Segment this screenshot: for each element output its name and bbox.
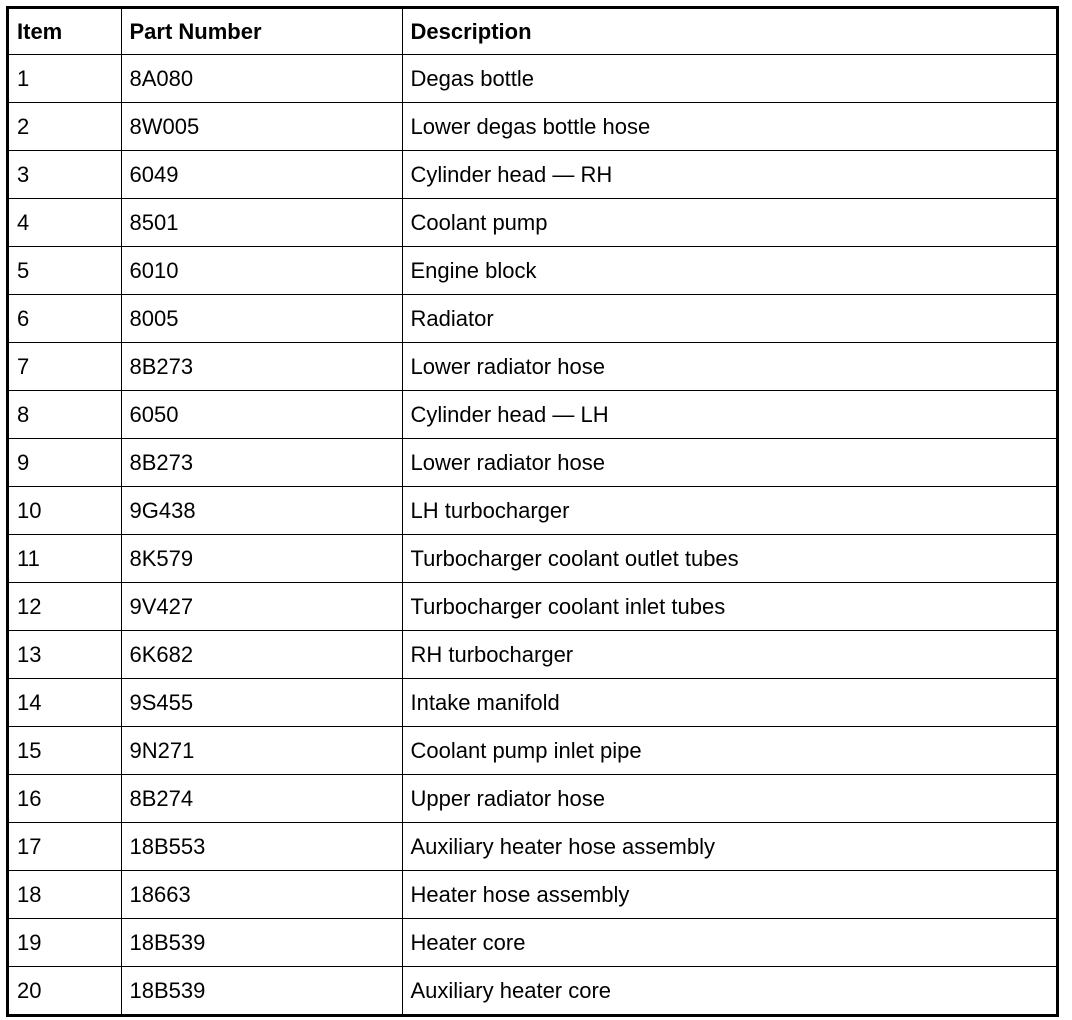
cell-description: Upper radiator hose bbox=[402, 775, 1056, 823]
cell-item: 18 bbox=[9, 871, 121, 919]
table-row bbox=[9, 55, 1056, 103]
table-row bbox=[9, 535, 1056, 583]
table-row bbox=[9, 151, 1056, 199]
cell-item: 15 bbox=[9, 727, 121, 775]
table-row bbox=[9, 967, 1056, 1015]
cell-item: 11 bbox=[9, 535, 121, 583]
cell-description: Coolant pump bbox=[402, 199, 1056, 247]
header-description: Description bbox=[402, 9, 1056, 55]
table-row bbox=[9, 391, 1056, 439]
cell-part-number: 8005 bbox=[121, 295, 402, 343]
table-row bbox=[9, 919, 1056, 967]
table-row bbox=[9, 487, 1056, 535]
cell-item: 2 bbox=[9, 103, 121, 151]
table-row bbox=[9, 247, 1056, 295]
cell-description: Auxiliary heater core bbox=[402, 967, 1056, 1015]
cell-item: 8 bbox=[9, 391, 121, 439]
cell-description: Cylinder head — RH bbox=[402, 151, 1056, 199]
cell-part-number: 8W005 bbox=[121, 103, 402, 151]
cell-description: Cylinder head — LH bbox=[402, 391, 1056, 439]
cell-item: 7 bbox=[9, 343, 121, 391]
cell-part-number: 18B539 bbox=[121, 967, 402, 1015]
table-row bbox=[9, 583, 1056, 631]
cell-part-number: 6010 bbox=[121, 247, 402, 295]
cell-part-number: 6049 bbox=[121, 151, 402, 199]
cell-description: RH turbocharger bbox=[402, 631, 1056, 679]
cell-item: 17 bbox=[9, 823, 121, 871]
table-row bbox=[9, 295, 1056, 343]
cell-part-number: 18B539 bbox=[121, 919, 402, 967]
cell-item: 6 bbox=[9, 295, 121, 343]
table-row bbox=[9, 679, 1056, 727]
cell-description: Engine block bbox=[402, 247, 1056, 295]
cell-description: Intake manifold bbox=[402, 679, 1056, 727]
cell-item: 10 bbox=[9, 487, 121, 535]
cell-item: 20 bbox=[9, 967, 121, 1015]
cell-description: Turbocharger coolant outlet tubes bbox=[402, 535, 1056, 583]
table-row bbox=[9, 775, 1056, 823]
cell-part-number: 8B273 bbox=[121, 343, 402, 391]
cell-description: Degas bottle bbox=[402, 55, 1056, 103]
cell-part-number: 9G438 bbox=[121, 487, 402, 535]
table-row bbox=[9, 871, 1056, 919]
cell-part-number: 8B274 bbox=[121, 775, 402, 823]
cell-part-number: 18663 bbox=[121, 871, 402, 919]
cell-part-number: 6050 bbox=[121, 391, 402, 439]
cell-part-number: 6K682 bbox=[121, 631, 402, 679]
cell-part-number: 9S455 bbox=[121, 679, 402, 727]
table-row bbox=[9, 439, 1056, 487]
cell-item: 1 bbox=[9, 55, 121, 103]
cell-description: Lower radiator hose bbox=[402, 343, 1056, 391]
cell-item: 16 bbox=[9, 775, 121, 823]
cell-description: Lower radiator hose bbox=[402, 439, 1056, 487]
cell-description: Coolant pump inlet pipe bbox=[402, 727, 1056, 775]
cell-part-number: 8501 bbox=[121, 199, 402, 247]
table-row bbox=[9, 631, 1056, 679]
parts-table bbox=[9, 9, 1056, 1014]
table-row bbox=[9, 727, 1056, 775]
cell-description: Heater core bbox=[402, 919, 1056, 967]
cell-item: 12 bbox=[9, 583, 121, 631]
cell-description: Heater hose assembly bbox=[402, 871, 1056, 919]
cell-description: Lower degas bottle hose bbox=[402, 103, 1056, 151]
header-item: Item bbox=[9, 9, 121, 55]
cell-item: 14 bbox=[9, 679, 121, 727]
cell-item: 9 bbox=[9, 439, 121, 487]
cell-part-number: 9V427 bbox=[121, 583, 402, 631]
table-body bbox=[9, 55, 1056, 1015]
cell-item: 19 bbox=[9, 919, 121, 967]
cell-description: LH turbocharger bbox=[402, 487, 1056, 535]
cell-part-number: 8B273 bbox=[121, 439, 402, 487]
parts-table-container bbox=[6, 6, 1059, 1017]
cell-part-number: 18B553 bbox=[121, 823, 402, 871]
table-row bbox=[9, 823, 1056, 871]
cell-part-number: 8A080 bbox=[121, 55, 402, 103]
table-row bbox=[9, 343, 1056, 391]
cell-item: 3 bbox=[9, 151, 121, 199]
cell-description: Radiator bbox=[402, 295, 1056, 343]
table-row bbox=[9, 103, 1056, 151]
cell-part-number: 8K579 bbox=[121, 535, 402, 583]
cell-item: 13 bbox=[9, 631, 121, 679]
table-row bbox=[9, 199, 1056, 247]
cell-part-number: 9N271 bbox=[121, 727, 402, 775]
header-part-number: Part Number bbox=[121, 9, 402, 55]
table-header-row bbox=[9, 9, 1056, 55]
cell-item: 4 bbox=[9, 199, 121, 247]
cell-description: Auxiliary heater hose assembly bbox=[402, 823, 1056, 871]
cell-description: Turbocharger coolant inlet tubes bbox=[402, 583, 1056, 631]
cell-item: 5 bbox=[9, 247, 121, 295]
